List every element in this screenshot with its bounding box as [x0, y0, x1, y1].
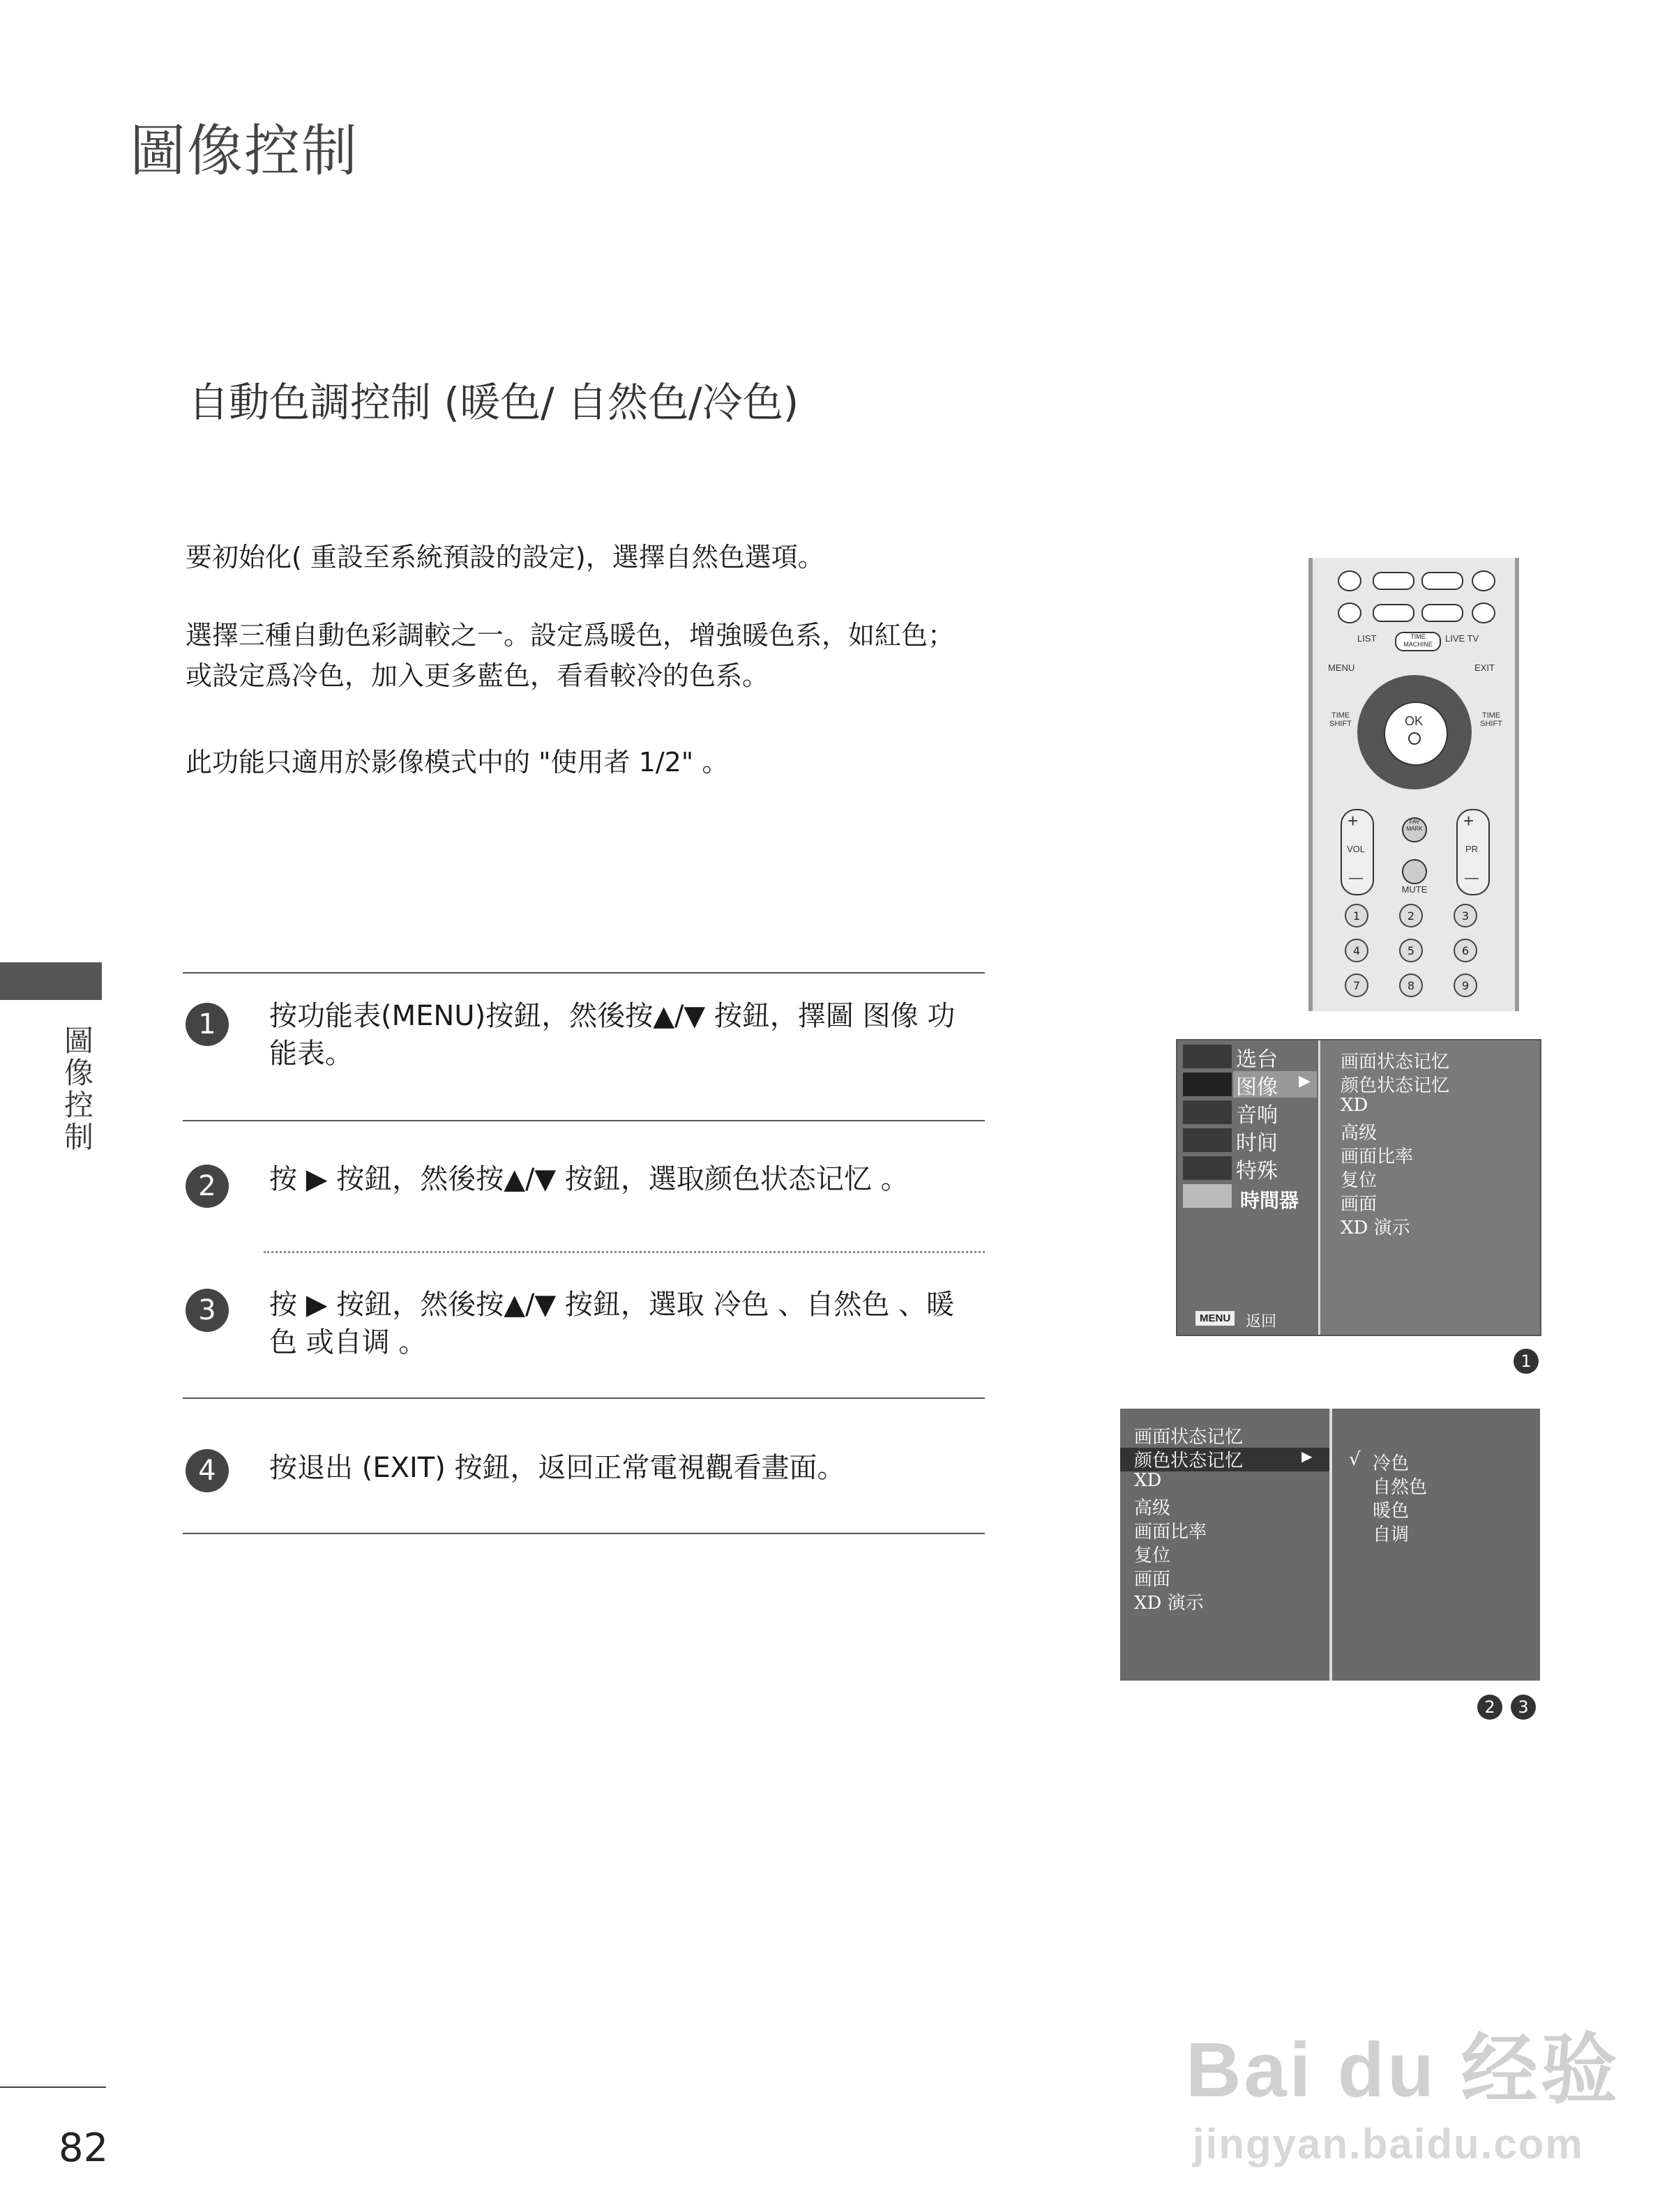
play-button-icon [1373, 572, 1414, 590]
list-label: LIST [1357, 633, 1377, 644]
step-4-number: 4 [186, 1449, 229, 1492]
option-warm: 暖色 [1373, 1501, 1410, 1522]
time-machine-button: TIME MACHINE [1395, 632, 1441, 651]
menu-screenshot-2 [1120, 1409, 1540, 1681]
number-key: 1 [1345, 904, 1368, 927]
skip-forward-icon [1472, 603, 1495, 623]
paragraph-1: 要初始化( 重設至系統預設的設定)，選擇自然色選項。 [186, 542, 824, 573]
submenu-item: XD 演示 [1341, 1218, 1410, 1238]
menu-label: MENU [1328, 662, 1355, 673]
side-tab [0, 962, 102, 1000]
submenu-arrow-icon: ▶ [1301, 1448, 1313, 1464]
number-key: 5 [1399, 939, 1423, 962]
menu-item-channel: 选台 [1236, 1047, 1278, 1072]
section-subtitle: 自動色調控制 (暖色/ 自然色/冷色) [188, 379, 799, 426]
mute-label: MUTE [1401, 884, 1428, 895]
step-1-number: 1 [186, 1003, 229, 1046]
paragraph-3: 此功能只適用於影像模式中的 "使用者 1/2" 。 [186, 747, 729, 778]
skip-back-icon [1338, 603, 1361, 623]
dotted-divider [264, 1251, 985, 1253]
remote-control-illustration [1308, 558, 1519, 1011]
mute-icon [1402, 859, 1427, 884]
submenu-item: 画面状态记忆 [1341, 1052, 1450, 1073]
submenu-item: 高级 [1341, 1123, 1378, 1144]
menu-item-option: 特殊 [1236, 1159, 1278, 1183]
menu-item: XD 演示 [1134, 1593, 1204, 1614]
submenu-item: 复位 [1341, 1170, 1378, 1191]
number-key: 8 [1399, 974, 1423, 997]
number-key: 7 [1345, 974, 1368, 997]
option-cool: 冷色 [1373, 1453, 1410, 1474]
divider [183, 972, 985, 974]
menu-item-timer: 時間器 [1240, 1189, 1299, 1212]
ok-label: OK [1405, 714, 1424, 728]
fav-mark-button: FAV MARK [1402, 817, 1427, 842]
check-icon: √ [1349, 1449, 1361, 1470]
panel-divider [1329, 1409, 1332, 1681]
time-thumbnail-icon [1183, 1128, 1232, 1152]
pause-button-icon [1421, 572, 1463, 590]
divider [183, 1533, 985, 1534]
rewind-icon [1373, 604, 1414, 622]
option-user: 自调 [1373, 1524, 1410, 1545]
menu-key-badge: MENU [1195, 1311, 1235, 1326]
screenshot-caption-3: 3 [1511, 1695, 1536, 1720]
page-number: 82 [59, 2126, 109, 2171]
divider [183, 1397, 985, 1399]
divider [183, 1120, 985, 1121]
screenshot-caption-1: 1 [1514, 1349, 1539, 1374]
screenshot-caption-2: 2 [1477, 1695, 1502, 1720]
menu-item: 复位 [1134, 1545, 1171, 1566]
step-2-number: 2 [186, 1165, 229, 1208]
menu-item: 画面 [1134, 1569, 1171, 1590]
step-3-text: 按 ▶ 按鈕，然後按▲/▼ 按鈕，選取 冷色 、自然色 、暖色 或自调 。 [269, 1289, 955, 1358]
submenu-item: 画面比率 [1341, 1146, 1414, 1167]
fast-forward-icon [1421, 604, 1463, 622]
number-key: 4 [1345, 939, 1368, 962]
ok-dot-icon [1408, 732, 1421, 745]
page-title: 圖像控制 [130, 119, 359, 183]
number-key: 9 [1454, 974, 1477, 997]
menu-item: 画面比率 [1134, 1522, 1207, 1543]
menu-screenshot-1 [1176, 1039, 1541, 1336]
menu-item-audio: 音响 [1236, 1103, 1278, 1128]
menu-item: 高级 [1134, 1498, 1171, 1519]
back-label: 返回 [1246, 1313, 1277, 1331]
number-key: 6 [1454, 939, 1477, 962]
picture-thumbnail-icon [1183, 1073, 1232, 1096]
submenu-item: 画面 [1341, 1194, 1378, 1215]
vol-minus-label: — [1349, 870, 1363, 886]
number-key: 3 [1454, 904, 1477, 927]
vol-label: VOL [1346, 844, 1365, 854]
baidu-watermark: Bai du 经验 [1186, 2027, 1620, 2113]
menu-item: 颜色状态记忆 [1134, 1450, 1244, 1471]
time-shift-left-label: TIME SHIFT [1329, 711, 1352, 728]
submenu-arrow-icon: ▶ [1299, 1073, 1311, 1090]
timer-thumbnail-icon [1183, 1184, 1232, 1208]
menu-item-time: 时间 [1236, 1131, 1278, 1156]
paragraph-2: 選擇三種自動色彩調較之一。設定爲暖色，增強暖色系，如紅色；或設定爲冷色，加入更多藍色，看看較冷的色系。 [186, 620, 955, 691]
number-key: 2 [1399, 904, 1423, 927]
record-button-icon [1472, 570, 1495, 591]
pr-plus-label: + [1463, 810, 1474, 831]
footer-line [0, 2086, 106, 2088]
time-shift-right-label: TIME SHIFT [1480, 711, 1502, 728]
vol-plus-label: + [1348, 810, 1359, 831]
step-4-text: 按退出 (EXIT) 按鈕，返回正常電視觀看畫面。 [269, 1452, 845, 1484]
option-natural: 自然色 [1373, 1477, 1428, 1498]
live-tv-label: LIVE TV [1445, 633, 1479, 644]
menu-item: 画面状态记忆 [1134, 1427, 1244, 1448]
menu-item: XD [1134, 1470, 1162, 1491]
exit-label: EXIT [1474, 662, 1495, 673]
pr-label: PR [1465, 844, 1479, 854]
side-tab-label: 圖像控制 [60, 1025, 94, 1153]
step-1-text: 按功能表(MENU)按鈕，然後按▲/▼ 按鈕，擇圖 图像 功能表。 [269, 1000, 956, 1070]
baidu-watermark-url: jingyan.baidu.com [1193, 2121, 1584, 2167]
audio-thumbnail-icon [1183, 1100, 1232, 1124]
stop-button-icon [1338, 570, 1361, 591]
menu-item-picture: 图像 [1236, 1075, 1278, 1100]
submenu-item: XD [1341, 1095, 1368, 1116]
submenu-item: 颜色状态记忆 [1341, 1075, 1450, 1096]
step-2-text: 按 ▶ 按鈕，然後按▲/▼ 按鈕，選取颜色状态记忆 。 [269, 1163, 909, 1195]
channel-thumbnail-icon [1183, 1045, 1232, 1068]
pr-minus-label: — [1465, 870, 1479, 886]
option-thumbnail-icon [1183, 1156, 1232, 1180]
step-3-number: 3 [186, 1289, 229, 1332]
